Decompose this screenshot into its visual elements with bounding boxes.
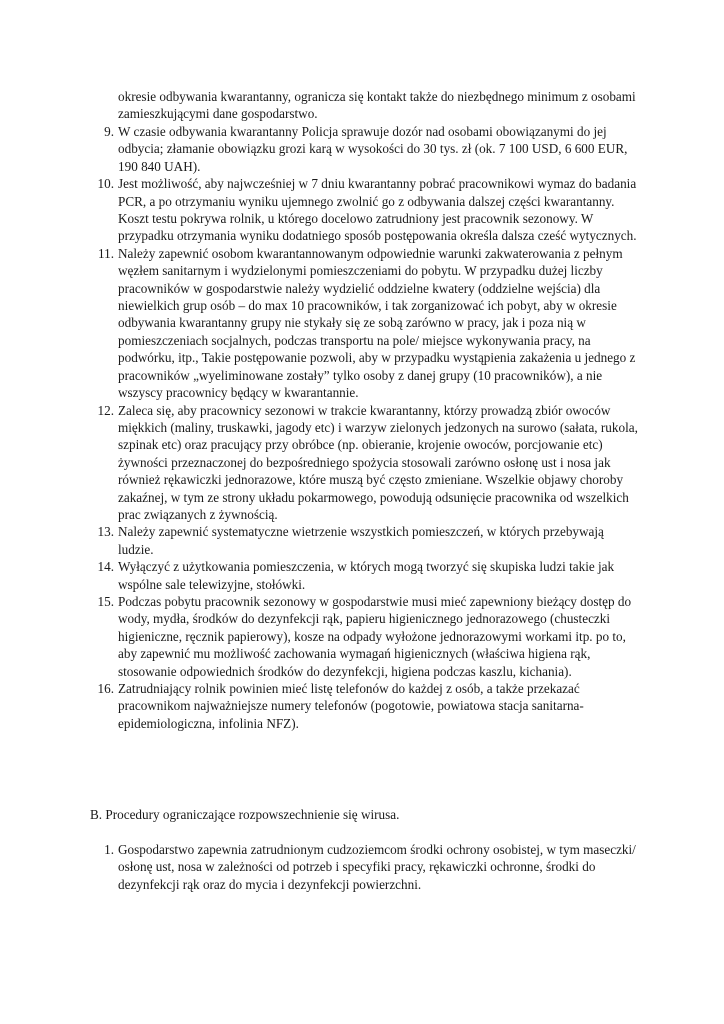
list-item [90,402,638,524]
item-number: 15. [97,593,114,609]
item-text: Jest możliwość, aby najwcześniej w 7 dniu kwarantanny pobrać pracownikowi wymaz do badania PCR, a po otrzymaniu wyniku ujemnego zwolnić go z odbywania dalszej części kwarantanny. Koszt testu pokrywa rolnik, u którego docelowo zatrudniony jest pracownik sezonowy. W przypadku otrzymania wyniku dodatniego sposób postępowania określa dalsza cześć wytycznych. [118,176,637,244]
item-text: Gospodarstwo zapewnia zatrudnionym cudzoziemcom środki ochrony osobistej, w tym maseczki/ osłonę ust, nosa w zależności od potrzeb i specyfiki pracy, rękawiczki ochronne, środki do dezynfekcji rąk oraz do mycia i dezynfekcji powierzchni. [118,842,636,892]
item-text: Należy zapewnić osobom kwarantannowanym odpowiednie warunki zakwaterowania z pełnym węzłem sanitarnym i wydzielonymi pomieszczeniami do pobytu. W przypadku dużej liczby pracowników w gospodarstwie należy wydzielić oddzielne kwatery (oddzielne wejścia) dla niewielkich grup osób – do max 10 pracowników, i tak zorganizować ich pobyt, aby w okresie odbywania kwarantanny grupy nie stykały się ze sobą zarówno w pracy, jak i poza nią w pomieszczeniach socjalnych, podczas transportu na pole/ miejsce wykonywania pracy, na podwórku, itp., Takie postępowanie pozwoli, aby w przypadku wystąpienia zakażenia u jednego z pracowników „wyeliminowane zostały” tylko osoby z danej grupy (10 pracowników), a nie wszyscy pracownicy będący w kwarantannie. [118,245,636,401]
item-number: 14. [97,559,114,575]
item-text: Wyłączyć z użytkowania pomieszczenia, w których mogą tworzyć się skupiska ludzi takie jak wspólne sale telewizyjne, stołówki. [118,559,615,592]
item-number: 16. [97,681,114,696]
item-text: Zatrudniający rolnik powinien mieć listę telefonów do każdej z osób, a także przekazać pracownikom najważniejsze numery telefonów (pogotowie, powiatowa stacja sanitarna-epidemiologiczna, infolinia NFZ). [118,681,584,731]
list-item [90,123,638,175]
list-item [90,558,638,593]
list-item [90,593,638,680]
numbered-list [90,123,638,732]
item-number: 12. [97,402,114,418]
item-number: 13. [97,524,114,540]
list-item [90,680,638,732]
item-number: 9. [104,124,114,139]
list-item [90,523,638,558]
list-item [90,245,638,402]
continuation-paragraph: okresie odbywania kwarantanny, ogranicza się kontakt także do niezbędnego minimum z osobami zamieszkującymi dane gospodarstwo. [118,89,636,122]
item-number: 1. [104,842,114,857]
item-text: Należy zapewnić systematyczne wietrzenie wszystkich pomieszczeń, w których przebywają ludzie. [118,524,604,557]
list-item [90,175,638,245]
list-item [90,841,638,893]
item-text: Podczas pobytu pracownik sezonowy w gospodarstwie musi mieć zapewniony bieżący dostęp do wody, mydła, środków do dezynfekcji rąk, papieru higienicznego jednorazowego (chusteczki higieniczne, ręcznik papierowy), kosze na odpady wyłożone jednorazowymi workami itp. po to, aby zapewnić mu możliwość zachowania wymagań higienicznych (właściwa higiena rąk, stosowanie odpowiednich środków do dezynfekcji, higiena podczas kaszlu, kichania). [118,593,632,679]
item-number: 10. [97,176,114,192]
item-text: W czasie odbywania kwarantanny Policja sprawuje dozór nad osobami obowiązanymi do jej odbycia; złamanie obowiązku grozi karą w wysokości do 30 tys. zł (ok. 7 100 USD, 6 600 EUR, 190 840 UAH). [118,124,628,174]
item-text: Zaleca się, aby pracownicy sezonowi w trakcie kwarantanny, którzy prowadzą zbiór owoców miękkich (maliny, truskawki, jagody etc) i warzyw zielonych jedzonych na surowo (sałata, rukola, szpinak etc) oraz pracujący przy obróbce (np. obieranie, krojenie owoców, porcjowanie etc) żywności przeznaczonej do bezpośredniego spożycia stosowali zarówno osłonę ust i nosa jak również rękawiczki jednorazowe, które muszą być często zmieniane. Wszelkie objawy choroby zakaźnej, w tym ze strony układu pokarmowego, powodują odsunięcie pracownika od wszelkich prac związanych z żywnością. [118,402,638,522]
numbered-list-section-b [90,841,638,893]
item-number: 11. [98,245,114,261]
section-heading: B. Procedury ograniczające rozpowszechnienie się wirusa. [90,807,400,822]
